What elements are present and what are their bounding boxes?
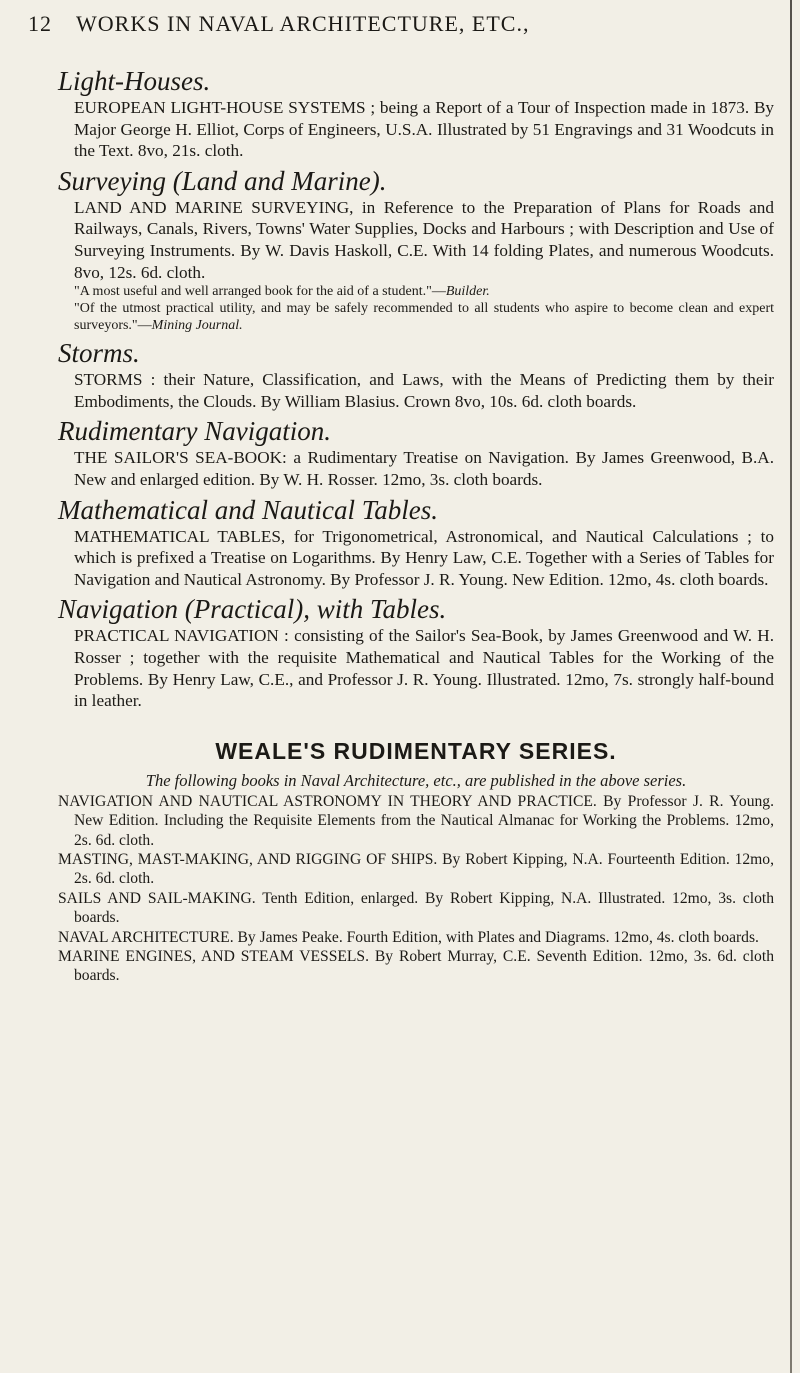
section-surveying [58,166,774,334]
page-number: 12 [28,11,52,36]
book-entry: THE SAILOR'S SEA-BOOK: a Rudimentary Treatise on Navigation. By James Greenwood, B.A. New and enlarged edition. By W. H. Rosser. 12mo, 3s. cloth boards. [74,448,774,489]
series-entry: NAVIGATION AND NAUTICAL ASTRONOMY IN THEORY AND PRACTICE. By Professor J. R. Young. New Edition. Including the Requisite Elements from the Nautical Almanac for Working the Problems. 12mo, 2s. 6d. cloth. [58,792,774,849]
series-subtitle: The following books in Naval Architecture, etc., are published in the above series. [145,770,687,790]
book-entry: LAND AND MARINE SURVEYING, in Reference to the Preparation of Plans for Roads and Railways, Canals, Rivers, Towns' Water Supplies, Docks and Harbours ; with Description and Use of Surveying Instruments. By W. Davis Haskoll, C.E. With 14 folding Plates, and numerous Woodcuts. 8vo, 12s. 6d. cloth. [74,197,774,282]
rudimentary-series [58,738,774,986]
quote-source: Builder. [445,284,490,300]
quote-text: "A most useful and well arranged book for the aid of a student."— [74,284,446,300]
quote-text: "Of the utmost practical utility, and may be safely recommended to all students who aspire to become clean and expert surveyors."— [74,301,774,334]
section-light-houses [58,66,774,162]
section-heading: Surveying (Land and Marine). [58,165,387,196]
section-heading: Rudimentary Navigation. [58,416,331,447]
section-heading: Navigation (Practical), with Tables. [58,594,447,625]
section-heading: Light-Houses. [58,66,211,96]
review-quote [74,300,774,334]
book-entry: PRACTICAL NAVIGATION : consisting of the Sailor's Sea-Book, by James Greenwood and W. H. Rosser ; together with the requisite Mathematical and Nautical Tables for the Working of the Problems. By Henry Law, C.E., and Professor J. R. Young. Illustrated. 12mo, 7s. strongly half-bound in leather. [74,626,774,711]
series-entry: MARINE ENGINES, AND STEAM VESSELS. By Robert Murray, C.E. Seventh Edition. 12mo, 3s. 6d. cloth boards. [58,947,774,985]
section-practical-navigation [58,594,774,711]
series-entry: SAILS AND SAIL-MAKING. Tenth Edition, enlarged. By Robert Kipping, N.A. Illustrated. 12mo, 3s. cloth boards. [58,889,774,927]
section-heading: Mathematical and Nautical Tables. [58,494,438,525]
page-edge-shadow [790,0,792,1373]
book-entry: STORMS : their Nature, Classification, and Laws, with the Means of Predicting them by their Embodiments, the Clouds. By William Blasius. Crown 8vo, 10s. 6d. cloth boards. [74,370,774,411]
series-entry: NAVAL ARCHITECTURE. By James Peake. Fourth Edition, with Plates and Diagrams. 12mo, 4s. cloth boards. [58,928,759,946]
section-mathematical-tables [58,495,774,591]
review-quote [74,283,774,300]
section-rudimentary-navigation [58,416,774,490]
section-heading: Storms. [58,338,140,369]
section-storms [58,338,774,412]
page-title: WORKS IN NAVAL ARCHITECTURE, ETC., [76,11,530,36]
quote-source: Mining Journal. [151,318,243,334]
book-entry: EUROPEAN LIGHT-HOUSE SYSTEMS ; being a Report of a Tour of Inspection made in 1873. By Major George H. Elliot, Corps of Engineers, U.S.A. Illustrated by 51 Engravings and 31 Woodcuts in the Text. 8vo, 21s. cloth. [74,98,774,161]
series-entry: MASTING, MAST-MAKING, AND RIGGING OF SHIPS. By Robert Kipping, N.A. Fourteenth Edition. 12mo, 2s. 6d. cloth. [58,850,774,888]
running-head [28,8,774,40]
series-title: WEALE'S RUDIMENTARY SERIES. [215,737,617,764]
book-entry: MATHEMATICAL TABLES, for Trigonometrical, Astronomical, and Nautical Calculations ; to which is prefixed a Treatise on Logarithms. By Henry Law, C.E. Together with a Series of Tables for Navigation and Nautical Astronomy. By Professor J. R. Young. New Edition. 12mo, 4s. cloth boards. [74,526,774,589]
